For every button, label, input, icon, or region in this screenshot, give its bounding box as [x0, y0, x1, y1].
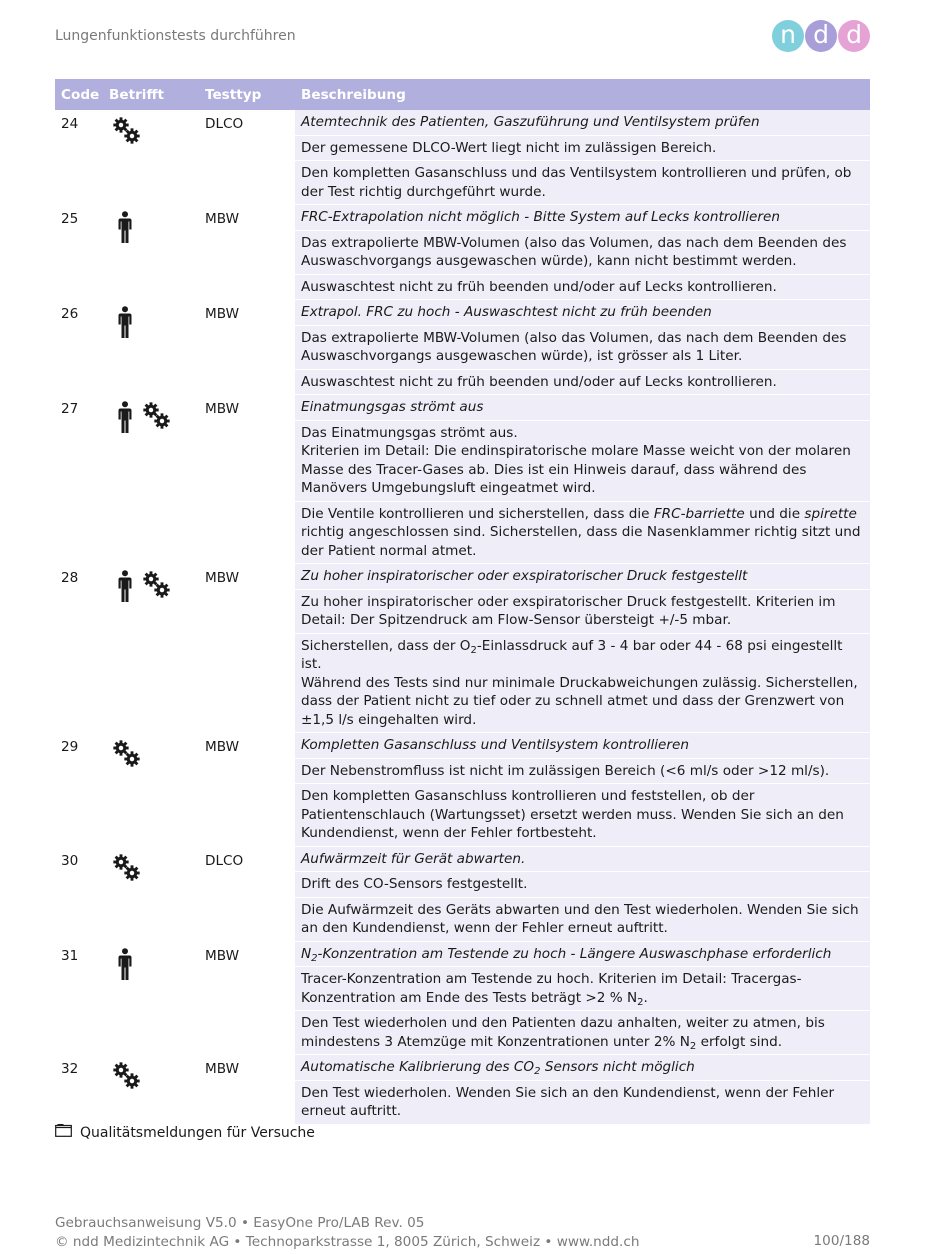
table-row	[55, 300, 870, 326]
row-title	[295, 942, 870, 968]
column-header-code: Code	[55, 79, 103, 110]
row-title: Einatmungsgas strömt aus	[295, 395, 870, 421]
row-icons	[103, 300, 199, 395]
row-test-type: MBW	[199, 564, 295, 733]
logo-letter-d: d	[838, 20, 870, 52]
remedy-line	[301, 637, 864, 674]
row-cause	[295, 421, 870, 502]
cause-line: Das Einatmungsgas strömt aus.	[301, 424, 518, 441]
row-title: FRC-Extrapolation nicht möglich - Bitte System auf Lecks kontrollieren	[295, 205, 870, 231]
row-icons	[103, 942, 199, 1056]
gear-icon	[141, 570, 173, 602]
table-row	[55, 205, 870, 231]
logo-letter-n: n	[772, 20, 804, 52]
title-text: N	[301, 945, 312, 962]
row-code: 29	[55, 733, 103, 847]
table-row	[55, 733, 870, 759]
subscript: 2	[637, 996, 644, 1008]
row-remedy: Den Test wiederholen. Wenden Sie sich an den Kundendienst, wenn der Fehler erneut auftritt.	[295, 1081, 870, 1125]
row-code: 30	[55, 847, 103, 942]
row-test-type: MBW	[199, 395, 295, 564]
row-code: 26	[55, 300, 103, 395]
table-row	[55, 942, 870, 968]
row-cause: Das extrapolierte MBW-Volumen (also das Volumen, das nach dem Beenden des Auswaschvorgangs ausgewaschen würde), ist grösser als 1 Liter.	[295, 326, 870, 370]
row-icons	[103, 733, 199, 847]
ndd-logo	[772, 20, 870, 52]
product-name: spirette	[804, 505, 857, 522]
row-cause: Das extrapolierte MBW-Volumen (also das Volumen, das nach dem Beenden des Auswaschvorgangs ausgewaschen würde), kann nicht bestimmt werden.	[295, 231, 870, 275]
row-icons	[103, 205, 199, 300]
row-title: Extrapol. FRC zu hoch - Auswaschtest nicht zu früh beenden	[295, 300, 870, 326]
table-row	[55, 1055, 870, 1081]
row-title: Atemtechnik des Patienten, Gaszuführung und Ventilsystem prüfen	[295, 110, 870, 136]
row-test-type: DLCO	[199, 847, 295, 942]
row-title: Zu hoher inspiratorischer oder exspiratorischer Druck festgestellt	[295, 564, 870, 590]
row-test-type: MBW	[199, 733, 295, 847]
footer-company-info: © ndd Medizintechnik AG • Technoparkstrasse 1, 8005 Zürich, Schweiz • www.ndd.ch	[55, 1234, 640, 1250]
subscript: 2	[470, 644, 477, 656]
remedy-line: Während des Tests sind nur minimale Druckabweichungen zulässig. Sicherstellen, dass der Patient nicht zu tief oder zu schnell atmet und dass der Grenzwert von ±1,5 l/s eingehalten wird.	[301, 674, 858, 728]
subscript: 2	[311, 952, 318, 964]
row-test-type: MBW	[199, 1055, 295, 1125]
remedy-text: Die Ventile kontrollieren und sicherstellen, dass die	[301, 505, 654, 522]
row-code: 27	[55, 395, 103, 564]
row-remedy: Den kompletten Gasanschluss und das Ventilsystem kontrollieren und prüfen, ob der Test richtig durchgeführt wurde.	[295, 161, 870, 205]
person-icon	[111, 948, 133, 980]
title-text: -Konzentration am Testende zu hoch - Längere Auswaschphase erforderlich	[317, 945, 832, 962]
row-title: Kompletten Gasanschluss und Ventilsystem kontrollieren	[295, 733, 870, 759]
gear-icon	[111, 853, 143, 885]
row-code: 32	[55, 1055, 103, 1125]
row-test-type: MBW	[199, 942, 295, 1056]
row-remedy	[295, 1011, 870, 1055]
person-icon	[111, 570, 133, 602]
remedy-text: und die	[744, 505, 805, 522]
person-icon	[111, 211, 133, 243]
cause-text: .	[643, 989, 648, 1006]
row-remedy: Auswaschtest nicht zu früh beenden und/oder auf Lecks kontrollieren.	[295, 275, 870, 301]
page-section-title: Lungenfunktionstests durchführen	[55, 28, 296, 44]
row-test-type: MBW	[199, 205, 295, 300]
footer	[55, 1214, 639, 1252]
cross-reference-link[interactable]	[55, 1124, 315, 1141]
book-icon	[55, 1124, 72, 1141]
row-remedy: Auswaschtest nicht zu früh beenden und/oder auf Lecks kontrollieren.	[295, 370, 870, 396]
row-cause	[295, 967, 870, 1011]
page-number: 100/188	[813, 1233, 870, 1249]
column-header-betrifft: Betrifft	[103, 79, 199, 110]
product-name: FRC-barriette	[653, 505, 745, 522]
subscript: 2	[689, 1040, 697, 1052]
row-code: 31	[55, 942, 103, 1056]
remedy-text: richtig angeschlossen sind. Sicherstellen, dass die Nasenklammer richtig sitzt und der Patient normal atmet.	[301, 524, 861, 559]
logo-letter-d: d	[805, 20, 837, 52]
row-remedy: Die Aufwärmzeit des Geräts abwarten und den Test wiederholen. Wenden Sie sich an den Kundendienst, wenn der Fehler erneut auftritt.	[295, 898, 870, 942]
row-cause: Der gemessene DLCO-Wert liegt nicht im zulässigen Bereich.	[295, 136, 870, 162]
row-remedy	[295, 502, 870, 565]
row-test-type: DLCO	[199, 110, 295, 205]
footer-document-info: Gebrauchsanweisung V5.0 • EasyOne Pro/LAB Rev. 05	[55, 1215, 425, 1231]
title-text: Sensors nicht möglich	[540, 1059, 695, 1075]
person-icon	[111, 306, 133, 338]
column-header-beschreibung: Beschreibung	[295, 79, 870, 110]
gear-icon	[111, 116, 143, 148]
gear-icon	[111, 1061, 143, 1093]
row-icons	[103, 1055, 199, 1125]
row-remedy	[295, 634, 870, 734]
row-cause: Zu hoher inspiratorischer oder exspiratorischer Druck festgestellt. Kriterien im Detail: Der Spitzendruck am Flow-Sensor übersteigt +/-5 mbar.	[295, 590, 870, 634]
row-code: 25	[55, 205, 103, 300]
person-icon	[111, 401, 133, 433]
row-title	[295, 1055, 870, 1081]
row-title: Aufwärmzeit für Gerät abwarten.	[295, 847, 870, 873]
gear-icon	[111, 739, 143, 771]
table-row	[55, 564, 870, 590]
row-code: 28	[55, 564, 103, 733]
cause-text: Tracer-Konzentration am Testende zu hoch. Kriterien im Detail: Tracergas-Konzentration am Ende des Tests beträgt >2 % N	[301, 971, 802, 1006]
row-icons	[103, 847, 199, 942]
row-icons	[103, 110, 199, 205]
remedy-text: -Einlassdruck auf 3 - 4 bar oder 44 - 68 psi eingestellt ist.	[301, 637, 843, 672]
row-test-type: MBW	[199, 300, 295, 395]
row-icons	[103, 564, 199, 733]
row-remedy: Den kompletten Gasanschluss kontrollieren und feststellen, ob der Patientenschlauch (Wartungsset) ersetzt werden muss. Wenden Sie sich an den Kundendienst, wenn der Fehler fortbesteht.	[295, 784, 870, 847]
criteria-line: Kriterien im Detail: Die endinspiratorische molare Masse weicht von der molaren Masse des Tracer-Gases ab. Dies ist ein Hinweis darauf, dass während des Manövers Umgebungsluft eingeatmet wird.	[301, 443, 851, 496]
cross-reference-label: Qualitätsmeldungen für Versuche	[80, 1124, 315, 1141]
row-cause: Der Nebenstromfluss ist nicht im zulässigen Bereich (<6 ml/s oder >12 ml/s).	[295, 759, 870, 785]
subscript: 2	[534, 1066, 541, 1077]
table-row	[55, 847, 870, 873]
row-icons	[103, 395, 199, 564]
remedy-text: Den Test wiederholen und den Patienten dazu anhalten, weiter zu atmen, bis mindestens 3 Atemzüge mit Konzentrationen unter 2% N	[301, 1015, 825, 1050]
gear-icon	[141, 401, 173, 433]
remedy-text: Sicherstellen, dass der O	[301, 637, 471, 654]
table-row	[55, 395, 870, 421]
error-code-table	[55, 79, 870, 1125]
remedy-text: erfolgt sind.	[696, 1033, 783, 1050]
title-text: Automatische Kalibrierung des CO	[301, 1059, 535, 1075]
table-row	[55, 110, 870, 136]
row-code: 24	[55, 110, 103, 205]
column-header-testtyp: Testtyp	[199, 79, 295, 110]
row-cause: Drift des CO-Sensors festgestellt.	[295, 872, 870, 898]
